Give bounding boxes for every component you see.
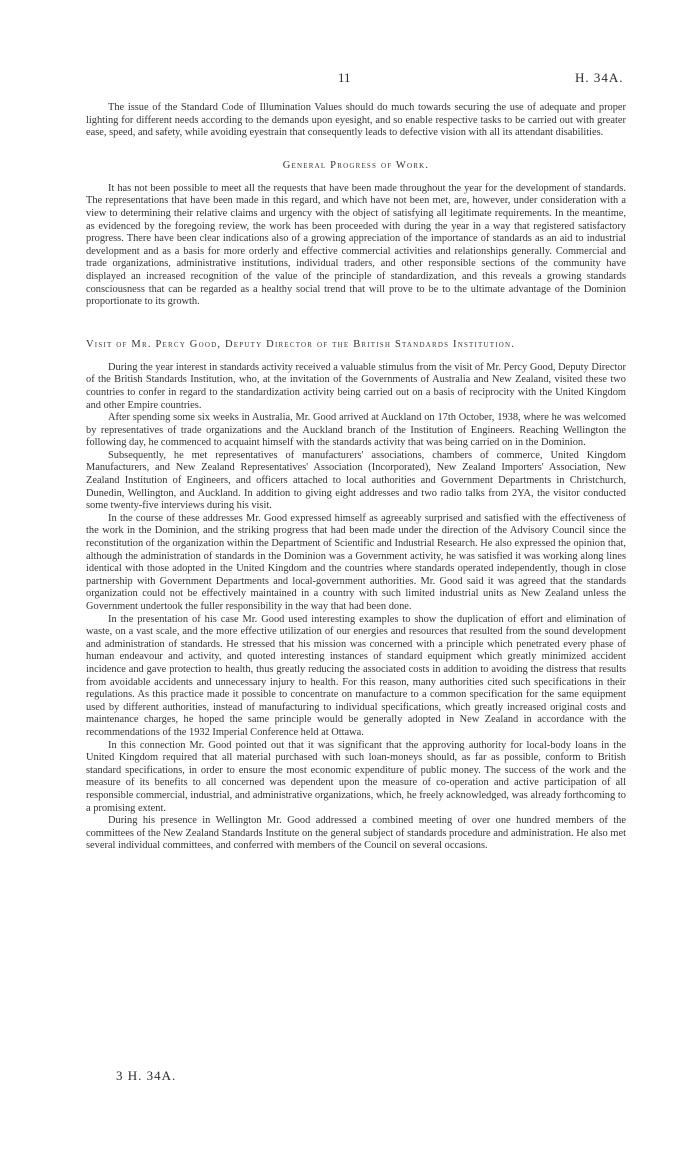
page-header	[0, 70, 700, 86]
visit-paragraph: Subsequently, he met representatives of manufacturers' associations, chambers of commerce, United Kingdom Manufacturers, and New Zealand Representatives' Association (Incorporated), New Zealand Importers' Association, New Zealand Institution of Engineers, and officers attached to local authorities and Government Departments in Christchurch, Dunedin, Wellington, and Auckland. In addition to giving eight addresses and two radio talks from 2YA, the visitor conducted some twenty-five interviews during his visit.	[86, 449, 626, 512]
visit-paragraph: In this connection Mr. Good pointed out that it was significant that the approving authority for local-body loans in the United Kingdom required that all material purchased with such loan-moneys should, as far as possible, conform to British standard specifications, in order to ensure the most economic expenditure of public money. The success of the work and the measure of its benefits to all concerned was dependent upon the measure of co-operation and active participation of all responsible commercial, industrial, and administrative organizations, which, he freely acknowledged, was already forthcoming to a promising extent.	[86, 739, 626, 814]
general-progress-paragraph: It has not been possible to meet all the requests that have been made throughout the year for the development of standards. The representations that have been made in this regard, and which have not been met, are, however, under consideration with a view to determining their relative claims and urgency with the object of satisfying all legitimate requirements. In the meantime, as evidenced by the foregoing review, the work has been proceeded with during the year in a way that registered satisfactory progress. There have been clear indications also of a growing appreciation of the importance of standards as an aid to industrial development and as a basis for more orderly and effective commercial activities and relationships generally. Commercial and trade organizations, administrative institutions, individual traders, and other responsible sections of the community have displayed an increased recognition of the value of the principle of standardization, and this reveals a growing standards consciousness that can be regarded as a healthy social trend that will prove to be to the ultimate advantage of the Dominion proportionate to its growth.	[86, 182, 626, 308]
visit-paragraph: In the presentation of his case Mr. Good used interesting examples to show the duplication of effort and elimination of waste, on a vast scale, and the more effective utilization of our energies and resources that resulted from the sound development and administration of standards. He stressed that his mission was concerned with a principle which penetrated every phase of human endeavour and activity, and quoted interesting instances of standard equipment which greatly minimized accident incidence and gave protection to health, thus greatly reducing the associated costs in addition to avoiding the distress that results from avoidable accidents and unnecessary injury to health. For this reason, many authorities cited such specifications in their regulations. As this practice made it possible to concentrate on manufacture to a common specification for the same equipment used by different authorities, instead of manufacturing to individual specifications, which greatly increased original costs and maintenance charges, he hoped the same principle would be generally adopted in New Zealand in accordance with the recommendations of the 1932 Imperial Conference held at Ottawa.	[86, 613, 626, 738]
document-reference: H. 34A.	[575, 70, 624, 85]
intro-paragraph: The issue of the Standard Code of Illumination Values should do much towards securing the use of adequate and proper lighting for different needs according to the demands upon eyesight, and so enable respective tasks to be carried out with greater ease, speed, and safety, while avoiding eyestrain that consequently leads to defective vision with all its attendant disabilities.	[86, 102, 626, 139]
page-number: 11	[338, 70, 351, 85]
visit-paragraph: In the course of these addresses Mr. Good expressed himself as agreeably surprised and satisfied with the effectiveness of the work in the Dominion, and the striking progress that had been made under the direction of the Advisory Council since the reconstitution of the organization within the Department of Scientific and Industrial Research. He also expressed the opinion that, although the administration of standards in the Dominion was a Government activity, he was satisfied it was working along lines identical with those adopted in the United Kingdom and the countries where standards operated independently, though in close partnership with Government Departments and local-government authorities. Mr. Good said it was agreed that the standards organization could not be effectively maintained in a country with such limited industrial units as New Zealand unless the Government undertook the fuller responsibility in the way that had been done.	[86, 512, 626, 612]
section-heading-general-progress: General Progress of Work.	[282, 159, 430, 171]
body-text	[86, 102, 626, 853]
visit-paragraph: After spending some six weeks in Australia, Mr. Good arrived at Auckland on 17th October, 1938, where he was welcomed by representatives of trade organizations and the Auckland branch of the Institution of Engineers. Reaching Wellington the following day, he commenced to acquaint himself with the standards activity that was being carried on in the Dominion.	[86, 412, 626, 449]
visit-paragraph: During the year interest in standards activity received a valuable stimulus from the visit of Mr. Percy Good, Deputy Director of the British Standards Institution, who, at the invitation of the Governments of Australia and New Zealand, visited these two countries to confer in regard to the standardization activity being carried out on a basis of reciprocity with the United Kingdom and other Empire countries.	[86, 361, 626, 411]
page-footer-reference: 3 H. 34A.	[116, 1068, 177, 1083]
visit-paragraph: During his presence in Wellington Mr. Good addressed a combined meeting of over one hundred members of the committees of the New Zealand Standards Institute on the general subject of standards procedure and administration. He also met several individual committees, and conferred with members of the Council on several occasions.	[86, 815, 626, 852]
section-heading-visit: Visit of Mr. Percy Good, Deputy Director of the British Standards Institution.	[86, 338, 516, 350]
